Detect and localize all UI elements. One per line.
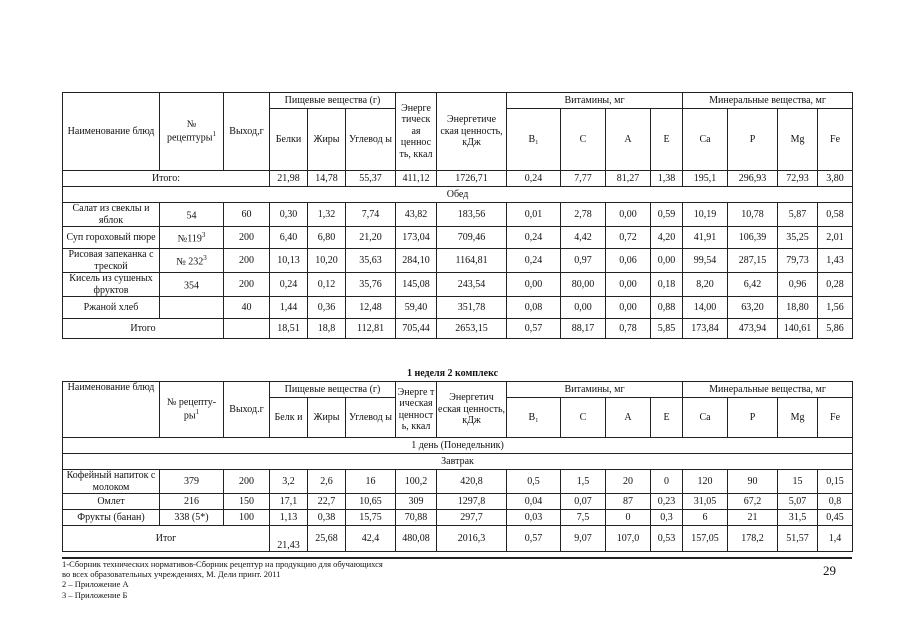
cell: 3,2 xyxy=(270,470,308,494)
cell: 0,59 xyxy=(651,203,683,227)
header-protein: Белк и xyxy=(270,398,308,438)
yield-value: 60 xyxy=(224,203,270,227)
cell: 284,10 xyxy=(396,249,437,273)
cell: 705,44 xyxy=(396,319,437,339)
header-nutrients: Пищевые вещества (г) xyxy=(270,93,396,109)
nutrition-table-bottom xyxy=(62,381,853,552)
cell: 0,18 xyxy=(651,273,683,297)
cell: 6 xyxy=(683,510,728,526)
cell: 88,17 xyxy=(561,319,606,339)
cell: 0,36 xyxy=(308,297,346,319)
cell: 12,48 xyxy=(346,297,396,319)
header-fat: Жиры xyxy=(308,109,346,171)
cell: 90 xyxy=(728,470,778,494)
cell: 1,4 xyxy=(818,526,853,552)
cell: 1726,71 xyxy=(437,171,507,187)
header-b1: B₁ xyxy=(507,109,561,171)
cell: 55,37 xyxy=(346,171,396,187)
cell: 183,56 xyxy=(437,203,507,227)
cell: 0,24 xyxy=(507,249,561,273)
cell: 51,57 xyxy=(778,526,818,552)
table-row xyxy=(63,494,853,510)
cell: 0,00 xyxy=(561,297,606,319)
cell: 709,46 xyxy=(437,227,507,249)
header-p: P xyxy=(728,109,778,171)
dish-name: Салат из свеклы и яблок xyxy=(63,203,160,227)
cell: 72,93 xyxy=(778,171,818,187)
cell: 0,00 xyxy=(606,297,651,319)
yield-value: 200 xyxy=(224,273,270,297)
header-energy-kj: Энергетиче ская ценность, кДж xyxy=(437,93,507,171)
nutrition-table-top xyxy=(62,92,853,339)
cell: 9,07 xyxy=(561,526,606,552)
yield-value: 200 xyxy=(224,227,270,249)
cell: 1297,8 xyxy=(437,494,507,510)
cell: 1,5 xyxy=(561,470,606,494)
total-label: Итого: xyxy=(63,171,270,187)
cell: 81,27 xyxy=(606,171,651,187)
header-recipe: № рецепту- $ры^1$ xyxy=(160,382,224,438)
cell: 1164,81 xyxy=(437,249,507,273)
cell: 0,12 xyxy=(308,273,346,297)
cell: 195,1 xyxy=(683,171,728,187)
header-nutrients: Пищевые вещества (г) xyxy=(270,382,396,398)
cell: 0,88 xyxy=(651,297,683,319)
header-recipe: № рецептуры$^1$ xyxy=(160,93,224,171)
recipe-number: 338 (5*) xyxy=(160,510,224,526)
header-a: A xyxy=(606,109,651,171)
cell: 31,5 xyxy=(778,510,818,526)
recipe-number: 379 xyxy=(160,470,224,494)
cell: 0,96 xyxy=(778,273,818,297)
cell: 2,01 xyxy=(818,227,853,249)
cell: 22,7 xyxy=(308,494,346,510)
cell: 4,42 xyxy=(561,227,606,249)
table-row xyxy=(63,297,853,319)
cell: 10,13 xyxy=(270,249,308,273)
cell: 0 xyxy=(606,510,651,526)
cell: 0,57 xyxy=(507,526,561,552)
cell: 351,78 xyxy=(437,297,507,319)
cell: 0,24 xyxy=(270,273,308,297)
cell: 1,38 xyxy=(651,171,683,187)
header-c: C xyxy=(561,398,606,438)
header-energy-kcal: Энерге т ическая ценност ь, ккал xyxy=(396,382,437,438)
cell: 100,2 xyxy=(396,470,437,494)
cell: 7,77 xyxy=(561,171,606,187)
cell: 2,78 xyxy=(561,203,606,227)
header-carbs: Углевод ы xyxy=(346,109,396,171)
table-row xyxy=(63,510,853,526)
cell: 0,06 xyxy=(606,249,651,273)
header-mg: Mg xyxy=(778,398,818,438)
cell: 0,24 xyxy=(507,171,561,187)
cell: 1,44 xyxy=(270,297,308,319)
cell: 0,00 xyxy=(606,273,651,297)
header-yield: Выход,г xyxy=(224,93,270,171)
cell: 80,00 xyxy=(561,273,606,297)
cell: 0,08 xyxy=(507,297,561,319)
footnote-2: 2 – Приложение А xyxy=(62,579,129,590)
header-b1: B₁ xyxy=(507,398,561,438)
cell: 16 xyxy=(346,470,396,494)
page-number: 29 xyxy=(823,563,836,578)
recipe-number xyxy=(160,297,224,319)
cell: 63,20 xyxy=(728,297,778,319)
recipe-number: № $232^3$ xyxy=(160,249,224,273)
cell: 0,3 xyxy=(651,510,683,526)
cell: 1,56 xyxy=(818,297,853,319)
cell: 43,82 xyxy=(396,203,437,227)
cell: 145,08 xyxy=(396,273,437,297)
cell: 0,30 xyxy=(270,203,308,227)
cell: 42,4 xyxy=(346,526,396,552)
cell: 0,45 xyxy=(818,510,853,526)
cell: 67,2 xyxy=(728,494,778,510)
cell: 0,23 xyxy=(651,494,683,510)
header-e: E xyxy=(651,398,683,438)
cell: 0,97 xyxy=(561,249,606,273)
cell: 14,78 xyxy=(308,171,346,187)
cell: 18,80 xyxy=(778,297,818,319)
cell: 0,72 xyxy=(606,227,651,249)
cell: 2,6 xyxy=(308,470,346,494)
yield-value: 100 xyxy=(224,510,270,526)
cell: 296,93 xyxy=(728,171,778,187)
cell: 25,68 xyxy=(308,526,346,552)
cell: 6,40 xyxy=(270,227,308,249)
week-caption: 1 неделя 2 комплекс xyxy=(406,368,499,379)
cell: 0,28 xyxy=(818,273,853,297)
header-fat: Жиры xyxy=(308,398,346,438)
cell: 18,8 xyxy=(308,319,346,339)
section-breakfast: Завтрак xyxy=(63,454,853,470)
cell: 297,7 xyxy=(437,510,507,526)
cell: 112,81 xyxy=(346,319,396,339)
cell: 0,00 xyxy=(507,273,561,297)
cell: 4,20 xyxy=(651,227,683,249)
recipe-number: $№119^3$ xyxy=(160,227,224,249)
day-label: 1 день (Понедельник) xyxy=(63,438,853,454)
cell: 18,51 xyxy=(270,319,308,339)
header-minerals: Минеральные вещества, мг xyxy=(683,93,853,109)
cell: 0,53 xyxy=(651,526,683,552)
dish-name: Кисель из сушеных фруктов xyxy=(63,273,160,297)
header-dish: Наименование блюд xyxy=(63,93,160,171)
cell: 243,54 xyxy=(437,273,507,297)
cell: 15,75 xyxy=(346,510,396,526)
yield-value: 200 xyxy=(224,249,270,273)
header-carbs: Углевод ы xyxy=(346,398,396,438)
cell: 5,86 xyxy=(818,319,853,339)
cell: 5,87 xyxy=(778,203,818,227)
table-row xyxy=(63,273,853,297)
table-row xyxy=(63,203,853,227)
cell: 5,85 xyxy=(651,319,683,339)
cell: 79,73 xyxy=(778,249,818,273)
header-fe: Fe xyxy=(818,109,853,171)
cell: 20 xyxy=(606,470,651,494)
dish-name: Фрукты (банан) xyxy=(63,510,160,526)
cell xyxy=(224,319,270,339)
header-c: C xyxy=(561,109,606,171)
cell: 35,25 xyxy=(778,227,818,249)
cell: 17,1 xyxy=(270,494,308,510)
table-row xyxy=(63,227,853,249)
header-minerals: Минеральные вещества, мг xyxy=(683,382,853,398)
cell: 173,84 xyxy=(683,319,728,339)
cell: 0,58 xyxy=(818,203,853,227)
cell: 10,19 xyxy=(683,203,728,227)
cell: 0,78 xyxy=(606,319,651,339)
header-yield: Выход.г xyxy=(224,382,270,438)
cell: 411,12 xyxy=(396,171,437,187)
total-label: Итого xyxy=(63,319,224,339)
cell: 21,43 xyxy=(270,526,308,552)
cell: 0,00 xyxy=(651,249,683,273)
cell: 21 xyxy=(728,510,778,526)
header-ca: Ca xyxy=(683,398,728,438)
cell: 0,01 xyxy=(507,203,561,227)
yield-value: 40 xyxy=(224,297,270,319)
cell: 31,05 xyxy=(683,494,728,510)
dish-name: Омлет xyxy=(63,494,160,510)
cell: 10,65 xyxy=(346,494,396,510)
cell: 8,20 xyxy=(683,273,728,297)
header-energy-kcal: Энерге тическ ая ценнос ть, ккал xyxy=(396,93,437,171)
cell: 107,0 xyxy=(606,526,651,552)
cell: 0,24 xyxy=(507,227,561,249)
dish-name: Кофейный напиток с молоком xyxy=(63,470,160,494)
cell: 70,88 xyxy=(396,510,437,526)
dish-name: Рисовая запеканка с треской xyxy=(63,249,160,273)
cell: 120 xyxy=(683,470,728,494)
cell: 35,63 xyxy=(346,249,396,273)
cell: 0,03 xyxy=(507,510,561,526)
cell: 6,42 xyxy=(728,273,778,297)
cell: 0,38 xyxy=(308,510,346,526)
cell: 35,76 xyxy=(346,273,396,297)
header-e: E xyxy=(651,109,683,171)
header-a: A xyxy=(606,398,651,438)
cell: 287,15 xyxy=(728,249,778,273)
dish-name: Суп гороховый пюре xyxy=(63,227,160,249)
cell: 0 xyxy=(651,470,683,494)
cell: 59,40 xyxy=(396,297,437,319)
cell: 1,43 xyxy=(818,249,853,273)
footnote-1-cont: во всех образовательных учреждениях, М. Дели принт. 2011 xyxy=(62,569,281,580)
cell: 0,04 xyxy=(507,494,561,510)
cell: 0,5 xyxy=(507,470,561,494)
cell: 3,80 xyxy=(818,171,853,187)
recipe-number: 54 xyxy=(160,203,224,227)
header-vitamins: Витамины, мг xyxy=(507,382,683,398)
cell: 0,57 xyxy=(507,319,561,339)
table-row-total-top xyxy=(63,171,853,187)
footnote-3: 3 – Приложение Б xyxy=(62,589,128,600)
cell: 106,39 xyxy=(728,227,778,249)
cell: 1,13 xyxy=(270,510,308,526)
header-ca: Ca xyxy=(683,109,728,171)
cell: 10,78 xyxy=(728,203,778,227)
table-row-total xyxy=(63,526,853,552)
cell: 420,8 xyxy=(437,470,507,494)
cell: 7,5 xyxy=(561,510,606,526)
cell: 0,07 xyxy=(561,494,606,510)
header-protein: Белки xyxy=(270,109,308,171)
yield-value: 150 xyxy=(224,494,270,510)
table-row xyxy=(63,470,853,494)
header-vitamins: Витамины, мг xyxy=(507,93,683,109)
cell: 15 xyxy=(778,470,818,494)
cell: 2016,3 xyxy=(437,526,507,552)
cell: 157,05 xyxy=(683,526,728,552)
cell: 5,07 xyxy=(778,494,818,510)
cell: 2653,15 xyxy=(437,319,507,339)
yield-value: 200 xyxy=(224,470,270,494)
section-lunch: Обед xyxy=(63,187,853,203)
cell: 10,20 xyxy=(308,249,346,273)
header-energy-kj: Энергетич еская ценность, кДж xyxy=(437,382,507,438)
dish-name: Ржаной хлеб xyxy=(63,297,160,319)
cell: 6,80 xyxy=(308,227,346,249)
cell: 173,04 xyxy=(396,227,437,249)
recipe-number: 216 xyxy=(160,494,224,510)
cell: 309 xyxy=(396,494,437,510)
header-fe: Fe xyxy=(818,398,853,438)
header-dish: Наименование блюд xyxy=(63,382,160,438)
cell: 178,2 xyxy=(728,526,778,552)
header-mg: Mg xyxy=(778,109,818,171)
total-label: Итог xyxy=(63,526,270,552)
footnote-1: 1-Сборник технических нормативов-Сборник рецептур на продукцию для обучающихся xyxy=(62,559,383,569)
cell: 14,00 xyxy=(683,297,728,319)
cell: 99,54 xyxy=(683,249,728,273)
table-row-total xyxy=(63,319,853,339)
cell: 0,00 xyxy=(606,203,651,227)
footnotes xyxy=(62,559,383,600)
table-row xyxy=(63,249,853,273)
cell: 21,98 xyxy=(270,171,308,187)
cell: 140,61 xyxy=(778,319,818,339)
cell: 21,20 xyxy=(346,227,396,249)
cell: 480,08 xyxy=(396,526,437,552)
cell: 1,32 xyxy=(308,203,346,227)
cell: 473,94 xyxy=(728,319,778,339)
cell: 87 xyxy=(606,494,651,510)
recipe-number: 354 xyxy=(160,273,224,297)
cell: 0,8 xyxy=(818,494,853,510)
cell: 7,74 xyxy=(346,203,396,227)
header-p: P xyxy=(728,398,778,438)
cell: 0,15 xyxy=(818,470,853,494)
cell: 41,91 xyxy=(683,227,728,249)
